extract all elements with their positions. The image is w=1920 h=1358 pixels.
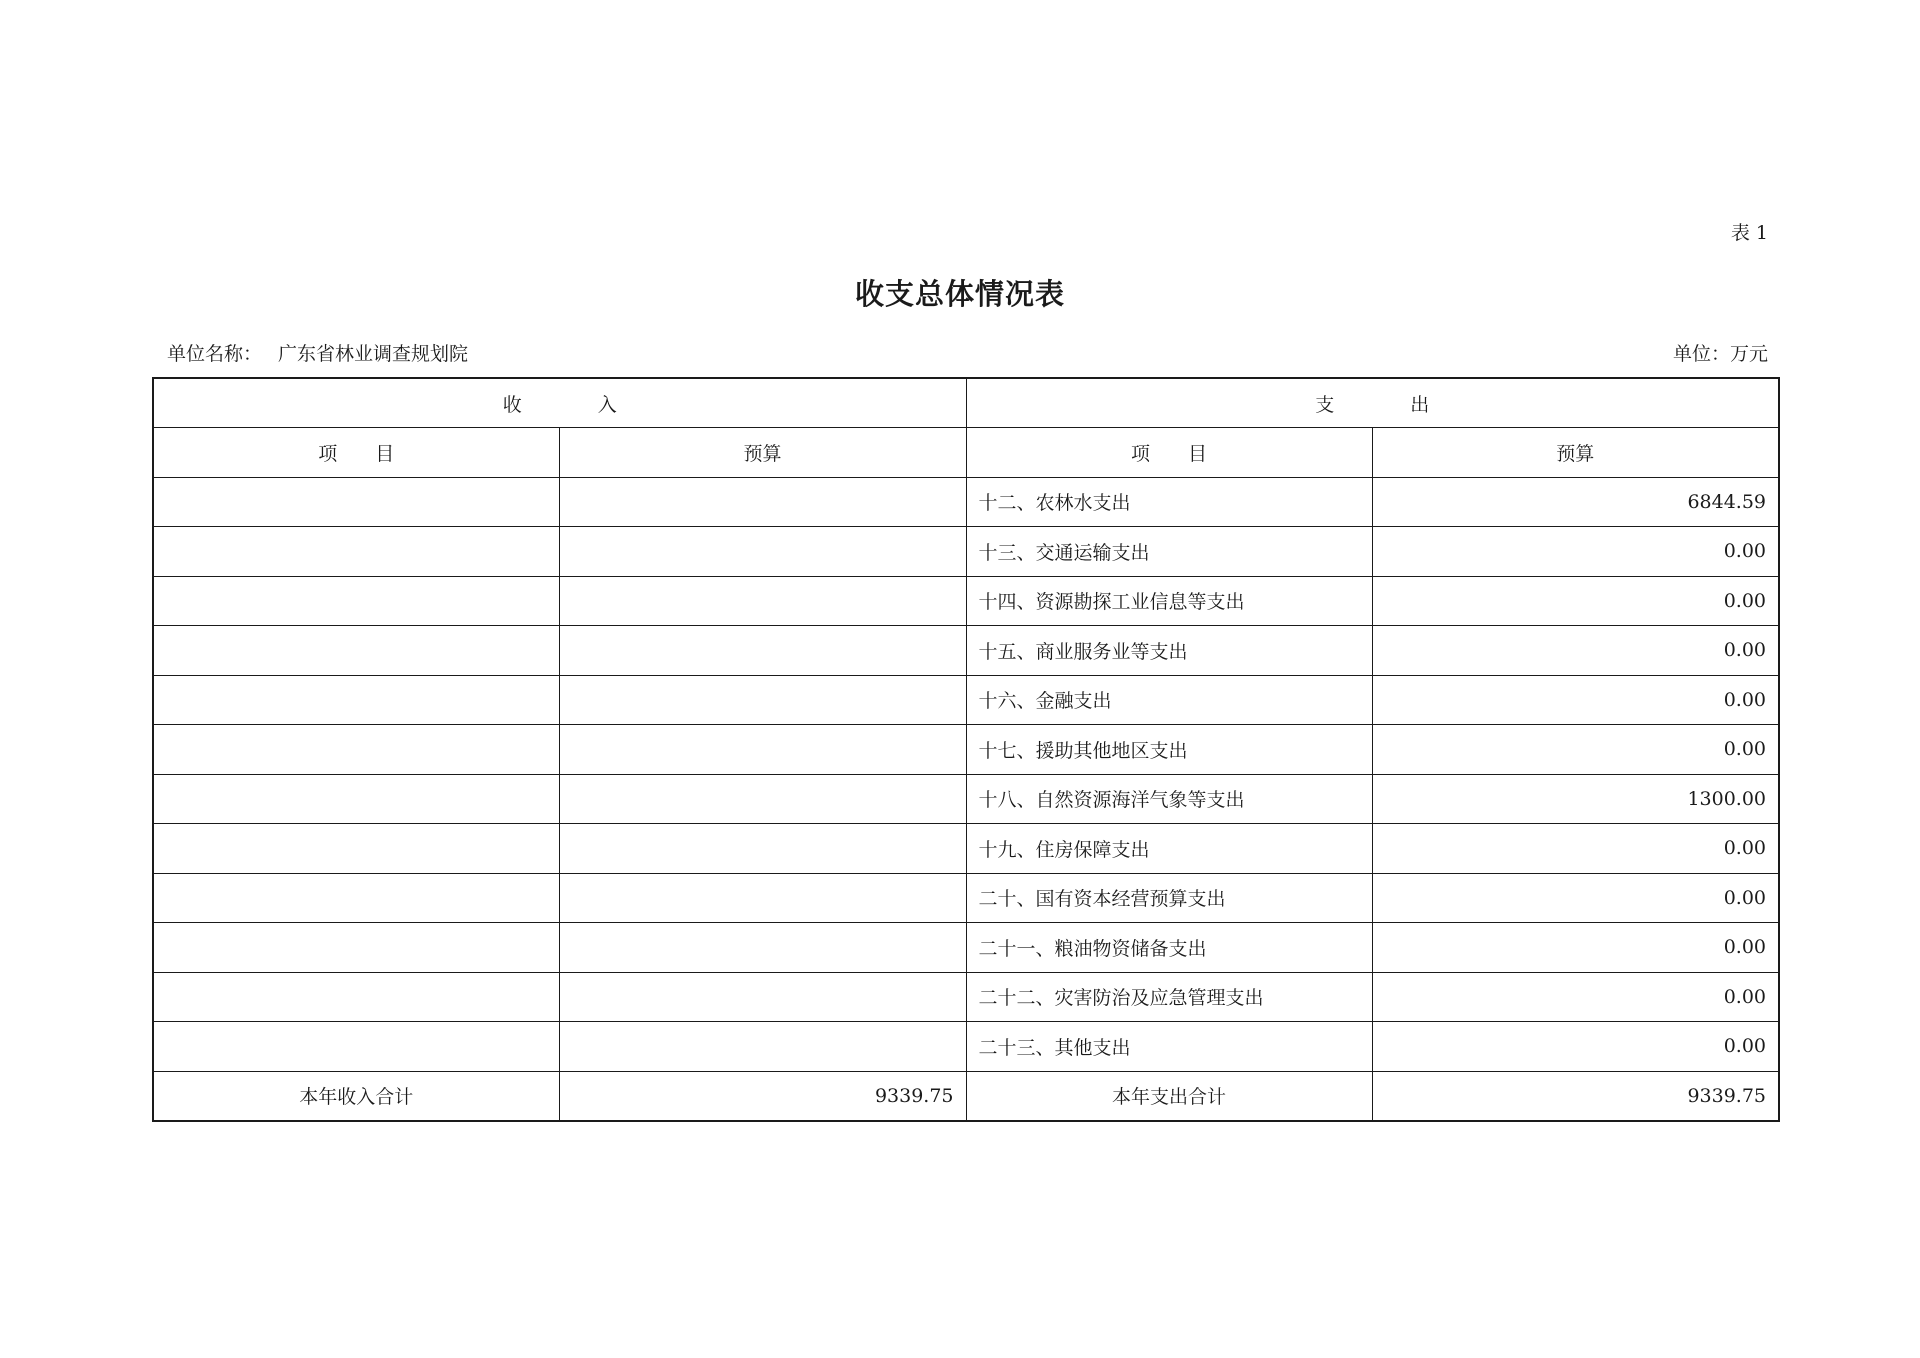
expense-item-cell: 十三、交通运输支出 bbox=[966, 527, 1372, 577]
income-item-cell bbox=[153, 527, 559, 577]
income-budget-cell bbox=[559, 873, 966, 923]
income-budget-cell bbox=[559, 675, 966, 725]
table-row bbox=[153, 824, 1779, 874]
income-budget-cell bbox=[559, 824, 966, 874]
money-unit: 单位：万元 bbox=[1672, 343, 1768, 365]
unit-name-line bbox=[167, 339, 468, 366]
income-item-cell bbox=[153, 972, 559, 1022]
expense-total-label: 本年支出合计 bbox=[966, 1071, 1372, 1121]
budget-table bbox=[152, 377, 1780, 1122]
income-budget-header: 预算 bbox=[559, 428, 966, 478]
income-budget-cell bbox=[559, 576, 966, 626]
income-total-label: 本年收入合计 bbox=[153, 1071, 559, 1121]
table-row bbox=[153, 626, 1779, 676]
expense-budget-cell: 0.00 bbox=[1372, 626, 1779, 676]
table-row bbox=[153, 725, 1779, 775]
table-row bbox=[153, 774, 1779, 824]
expense-budget-cell: 0.00 bbox=[1372, 824, 1779, 874]
expense-budget-cell: 1300.00 bbox=[1372, 774, 1779, 824]
page-title: 收支总体情况表 bbox=[854, 277, 1065, 311]
expense-item-cell: 十七、援助其他地区支出 bbox=[966, 725, 1372, 775]
income-item-cell bbox=[153, 725, 559, 775]
expense-section-header: 支 出 bbox=[966, 378, 1779, 428]
totals-row bbox=[153, 1071, 1779, 1121]
expense-item-cell: 二十二、灾害防治及应急管理支出 bbox=[966, 972, 1372, 1022]
income-budget-cell bbox=[559, 626, 966, 676]
income-item-cell bbox=[153, 1022, 559, 1072]
expense-total-value: 9339.75 bbox=[1372, 1071, 1779, 1121]
expense-budget-cell: 0.00 bbox=[1372, 675, 1779, 725]
expense-budget-cell: 0.00 bbox=[1372, 1022, 1779, 1072]
expense-item-cell: 十五、商业服务业等支出 bbox=[966, 626, 1372, 676]
table-number: 表 1 bbox=[1730, 222, 1768, 244]
table-row bbox=[153, 923, 1779, 973]
income-item-cell bbox=[153, 824, 559, 874]
income-item-cell bbox=[153, 576, 559, 626]
expense-item-cell: 二十一、粮油物资储备支出 bbox=[966, 923, 1372, 973]
expense-item-cell: 十四、资源勘探工业信息等支出 bbox=[966, 576, 1372, 626]
expense-budget-header: 预算 bbox=[1372, 428, 1779, 478]
income-item-cell bbox=[153, 923, 559, 973]
expense-budget-cell: 0.00 bbox=[1372, 725, 1779, 775]
table-row bbox=[153, 873, 1779, 923]
expense-budget-cell: 0.00 bbox=[1372, 576, 1779, 626]
income-budget-cell bbox=[559, 972, 966, 1022]
unit-name-label: 单位名称： bbox=[167, 343, 263, 365]
unit-name-value: 广东省林业调查规划院 bbox=[278, 343, 469, 365]
expense-item-header: 项 目 bbox=[966, 428, 1372, 478]
header-row-columns bbox=[153, 428, 1779, 478]
income-budget-cell bbox=[559, 923, 966, 973]
income-budget-cell bbox=[559, 527, 966, 577]
income-budget-cell bbox=[559, 477, 966, 527]
table-row bbox=[153, 477, 1779, 527]
table-row bbox=[153, 1022, 1779, 1072]
income-item-cell bbox=[153, 477, 559, 527]
income-item-header: 项 目 bbox=[153, 428, 559, 478]
expense-budget-cell: 0.00 bbox=[1372, 972, 1779, 1022]
income-budget-cell bbox=[559, 725, 966, 775]
expense-item-cell: 二十三、其他支出 bbox=[966, 1022, 1372, 1072]
income-budget-cell bbox=[559, 774, 966, 824]
income-item-cell bbox=[153, 675, 559, 725]
table-row bbox=[153, 972, 1779, 1022]
expense-item-cell: 十八、自然资源海洋气象等支出 bbox=[966, 774, 1372, 824]
income-item-cell bbox=[153, 873, 559, 923]
expense-item-cell: 十六、金融支出 bbox=[966, 675, 1372, 725]
income-section-header: 收 入 bbox=[153, 378, 966, 428]
expense-budget-cell: 0.00 bbox=[1372, 923, 1779, 973]
expense-budget-cell: 0.00 bbox=[1372, 873, 1779, 923]
expense-budget-cell: 0.00 bbox=[1372, 527, 1779, 577]
income-total-value: 9339.75 bbox=[559, 1071, 966, 1121]
table-row bbox=[153, 675, 1779, 725]
income-budget-cell bbox=[559, 1022, 966, 1072]
table-row bbox=[153, 576, 1779, 626]
table-row bbox=[153, 527, 1779, 577]
income-item-cell bbox=[153, 626, 559, 676]
expense-item-cell: 十二、农林水支出 bbox=[966, 477, 1372, 527]
income-item-cell bbox=[153, 774, 559, 824]
expense-budget-cell: 6844.59 bbox=[1372, 477, 1779, 527]
header-row-sections bbox=[153, 378, 1779, 428]
expense-item-cell: 十九、住房保障支出 bbox=[966, 824, 1372, 874]
expense-item-cell: 二十、国有资本经营预算支出 bbox=[966, 873, 1372, 923]
